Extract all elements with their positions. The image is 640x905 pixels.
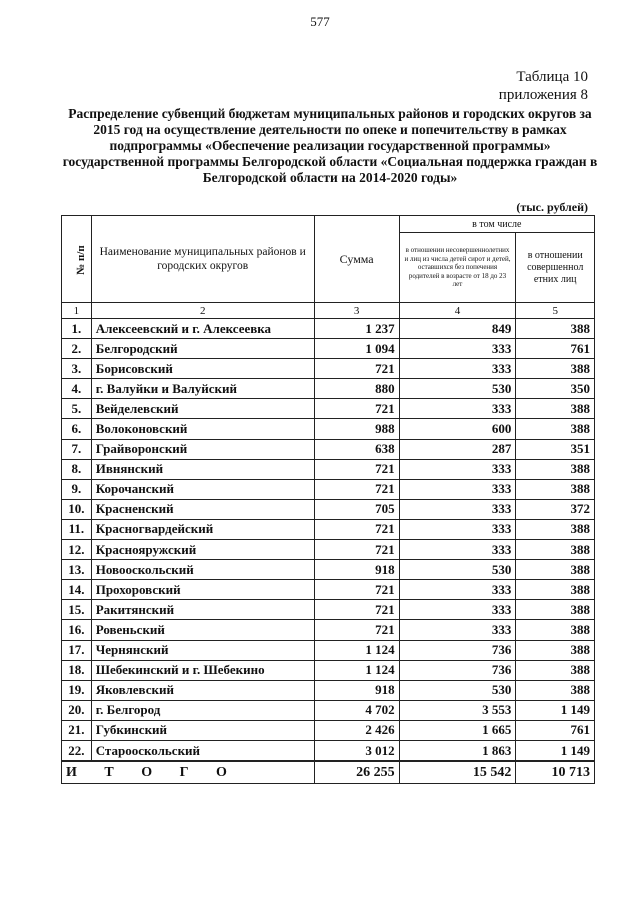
row-orphans: 736 bbox=[399, 660, 516, 680]
page-number: 577 bbox=[310, 14, 330, 29]
table-row bbox=[62, 600, 595, 620]
row-orphans: 1 665 bbox=[399, 720, 516, 740]
row-sum: 721 bbox=[314, 540, 399, 560]
row-num: 2. bbox=[62, 339, 92, 359]
table-row bbox=[62, 319, 595, 339]
row-name: Губкинский bbox=[91, 720, 314, 740]
table-ref-line2: приложения 8 bbox=[498, 87, 588, 103]
table-row bbox=[62, 620, 595, 640]
colnum-3: 3 bbox=[314, 303, 399, 319]
row-adults: 388 bbox=[516, 359, 595, 379]
row-name: Корочанский bbox=[91, 479, 314, 499]
table-row bbox=[62, 419, 595, 439]
row-adults: 388 bbox=[516, 519, 595, 539]
row-num: 13. bbox=[62, 560, 92, 580]
row-adults: 388 bbox=[516, 680, 595, 700]
colnum-4: 4 bbox=[399, 303, 516, 319]
total-adults: 10 713 bbox=[516, 761, 595, 784]
row-sum: 988 bbox=[314, 419, 399, 439]
header-num: № п/п bbox=[62, 216, 92, 303]
row-adults: 1 149 bbox=[516, 700, 595, 720]
table-row bbox=[62, 499, 595, 519]
row-num: 15. bbox=[62, 600, 92, 620]
table-row bbox=[62, 560, 595, 580]
row-orphans: 849 bbox=[399, 319, 516, 339]
row-num: 1. bbox=[62, 319, 92, 339]
row-adults: 351 bbox=[516, 439, 595, 459]
header-sum: Сумма bbox=[314, 216, 399, 303]
row-orphans: 333 bbox=[399, 339, 516, 359]
row-adults: 388 bbox=[516, 560, 595, 580]
row-name: Чернянский bbox=[91, 640, 314, 660]
table-row bbox=[62, 379, 595, 399]
header-adults: в отношении совершеннол етних лиц bbox=[516, 233, 595, 303]
table-ref-line1: Таблица 10 bbox=[516, 69, 588, 85]
row-sum: 2 426 bbox=[314, 720, 399, 740]
row-name: Ровеньский bbox=[91, 620, 314, 640]
row-sum: 1 237 bbox=[314, 319, 399, 339]
row-sum: 638 bbox=[314, 439, 399, 459]
table-row bbox=[62, 479, 595, 499]
row-orphans: 1 863 bbox=[399, 740, 516, 761]
row-name: Грайворонский bbox=[91, 439, 314, 459]
row-sum: 918 bbox=[314, 560, 399, 580]
row-sum: 721 bbox=[314, 519, 399, 539]
row-name: Новооскольский bbox=[91, 560, 314, 580]
row-name: Старооскольский bbox=[91, 740, 314, 761]
table-row bbox=[62, 359, 595, 379]
header-orphans: в отношении несовершеннолетних и лиц из числа детей сирот и детей, оставшихся без попечения родителей в возрасте от 18 до 23 лет bbox=[399, 233, 516, 303]
row-adults: 761 bbox=[516, 339, 595, 359]
row-sum: 721 bbox=[314, 479, 399, 499]
row-orphans: 333 bbox=[399, 580, 516, 600]
row-num: 16. bbox=[62, 620, 92, 640]
row-sum: 918 bbox=[314, 680, 399, 700]
row-adults: 388 bbox=[516, 640, 595, 660]
row-sum: 721 bbox=[314, 459, 399, 479]
row-sum: 880 bbox=[314, 379, 399, 399]
row-orphans: 600 bbox=[399, 419, 516, 439]
row-orphans: 333 bbox=[399, 499, 516, 519]
subvention-table bbox=[61, 215, 595, 784]
table-row bbox=[62, 580, 595, 600]
row-orphans: 530 bbox=[399, 379, 516, 399]
row-adults: 350 bbox=[516, 379, 595, 399]
row-sum: 721 bbox=[314, 620, 399, 640]
table-row bbox=[62, 540, 595, 560]
row-orphans: 333 bbox=[399, 459, 516, 479]
row-orphans: 333 bbox=[399, 519, 516, 539]
table-row bbox=[62, 660, 595, 680]
row-num: 18. bbox=[62, 660, 92, 680]
row-orphans: 333 bbox=[399, 620, 516, 640]
header-name: Наименование муниципальных районов и городских округов bbox=[91, 216, 314, 303]
row-orphans: 3 553 bbox=[399, 700, 516, 720]
row-num: 20. bbox=[62, 700, 92, 720]
row-orphans: 530 bbox=[399, 560, 516, 580]
row-orphans: 333 bbox=[399, 399, 516, 419]
row-num: 10. bbox=[62, 499, 92, 519]
row-name: Краснояружский bbox=[91, 540, 314, 560]
row-name: г. Белгород bbox=[91, 700, 314, 720]
row-adults: 388 bbox=[516, 419, 595, 439]
table-row bbox=[62, 399, 595, 419]
table-row bbox=[62, 680, 595, 700]
row-sum: 3 012 bbox=[314, 740, 399, 761]
row-name: Борисовский bbox=[91, 359, 314, 379]
row-adults: 388 bbox=[516, 620, 595, 640]
row-adults: 388 bbox=[516, 399, 595, 419]
row-adults: 388 bbox=[516, 580, 595, 600]
total-orphans: 15 542 bbox=[399, 761, 516, 784]
row-sum: 721 bbox=[314, 580, 399, 600]
row-orphans: 287 bbox=[399, 439, 516, 459]
row-orphans: 333 bbox=[399, 540, 516, 560]
row-name: Вейделевский bbox=[91, 399, 314, 419]
row-sum: 705 bbox=[314, 499, 399, 519]
document-title: Распределение субвенций бюджетам муниципальных районов и городских округов за 2015 год на осуществление деятельности по опеке и попечительству в рамках подпрограммы «Обеспечение реализации государственной программы» государственной программы Белгородской области «Социальная поддержка граждан в Белгородской области на 2014-2020 годы» bbox=[62, 106, 598, 185]
table-row bbox=[62, 740, 595, 761]
colnum-5: 5 bbox=[516, 303, 595, 319]
row-orphans: 736 bbox=[399, 640, 516, 660]
table-row bbox=[62, 339, 595, 359]
row-name: Прохоровский bbox=[91, 580, 314, 600]
row-adults: 388 bbox=[516, 660, 595, 680]
total-label: И Т О Г О bbox=[62, 761, 315, 784]
row-adults: 1 149 bbox=[516, 740, 595, 761]
table-reference bbox=[499, 68, 588, 104]
total-row bbox=[62, 761, 595, 784]
row-name: г. Валуйки и Валуйский bbox=[91, 379, 314, 399]
row-name: Яковлевский bbox=[91, 680, 314, 700]
table-row bbox=[62, 519, 595, 539]
row-name: Ракитянский bbox=[91, 600, 314, 620]
row-num: 7. bbox=[62, 439, 92, 459]
row-num: 19. bbox=[62, 680, 92, 700]
row-num: 9. bbox=[62, 479, 92, 499]
row-adults: 761 bbox=[516, 720, 595, 740]
row-adults: 388 bbox=[516, 479, 595, 499]
row-name: Волоконовский bbox=[91, 419, 314, 439]
colnum-1: 1 bbox=[62, 303, 92, 319]
column-numbers-row bbox=[62, 303, 595, 319]
table-row bbox=[62, 439, 595, 459]
row-orphans: 333 bbox=[399, 600, 516, 620]
row-adults: 388 bbox=[516, 540, 595, 560]
row-num: 6. bbox=[62, 419, 92, 439]
row-name: Красненский bbox=[91, 499, 314, 519]
table-row bbox=[62, 459, 595, 479]
row-sum: 1 094 bbox=[314, 339, 399, 359]
row-orphans: 530 bbox=[399, 680, 516, 700]
row-num: 17. bbox=[62, 640, 92, 660]
row-num: 14. bbox=[62, 580, 92, 600]
row-name: Алексеевский и г. Алексеевка bbox=[91, 319, 314, 339]
table-row bbox=[62, 720, 595, 740]
row-orphans: 333 bbox=[399, 359, 516, 379]
row-num: 5. bbox=[62, 399, 92, 419]
table-row bbox=[62, 700, 595, 720]
row-name: Ивнянский bbox=[91, 459, 314, 479]
header-including: в том числе bbox=[399, 216, 594, 233]
row-num: 12. bbox=[62, 540, 92, 560]
row-adults: 388 bbox=[516, 319, 595, 339]
row-adults: 372 bbox=[516, 499, 595, 519]
row-sum: 721 bbox=[314, 600, 399, 620]
row-sum: 721 bbox=[314, 359, 399, 379]
colnum-2: 2 bbox=[91, 303, 314, 319]
row-orphans: 333 bbox=[399, 479, 516, 499]
row-num: 4. bbox=[62, 379, 92, 399]
row-num: 8. bbox=[62, 459, 92, 479]
row-sum: 1 124 bbox=[314, 640, 399, 660]
row-name: Шебекинский и г. Шебекино bbox=[91, 660, 314, 680]
row-adults: 388 bbox=[516, 600, 595, 620]
row-sum: 1 124 bbox=[314, 660, 399, 680]
row-num: 21. bbox=[62, 720, 92, 740]
row-sum: 4 702 bbox=[314, 700, 399, 720]
row-num: 3. bbox=[62, 359, 92, 379]
table-row bbox=[62, 640, 595, 660]
row-sum: 721 bbox=[314, 399, 399, 419]
units-label: (тыс. рублей) bbox=[516, 200, 588, 214]
total-sum: 26 255 bbox=[314, 761, 399, 784]
row-name: Красногвардейский bbox=[91, 519, 314, 539]
row-name: Белгородский bbox=[91, 339, 314, 359]
row-adults: 388 bbox=[516, 459, 595, 479]
row-num: 22. bbox=[62, 740, 92, 761]
row-num: 11. bbox=[62, 519, 92, 539]
